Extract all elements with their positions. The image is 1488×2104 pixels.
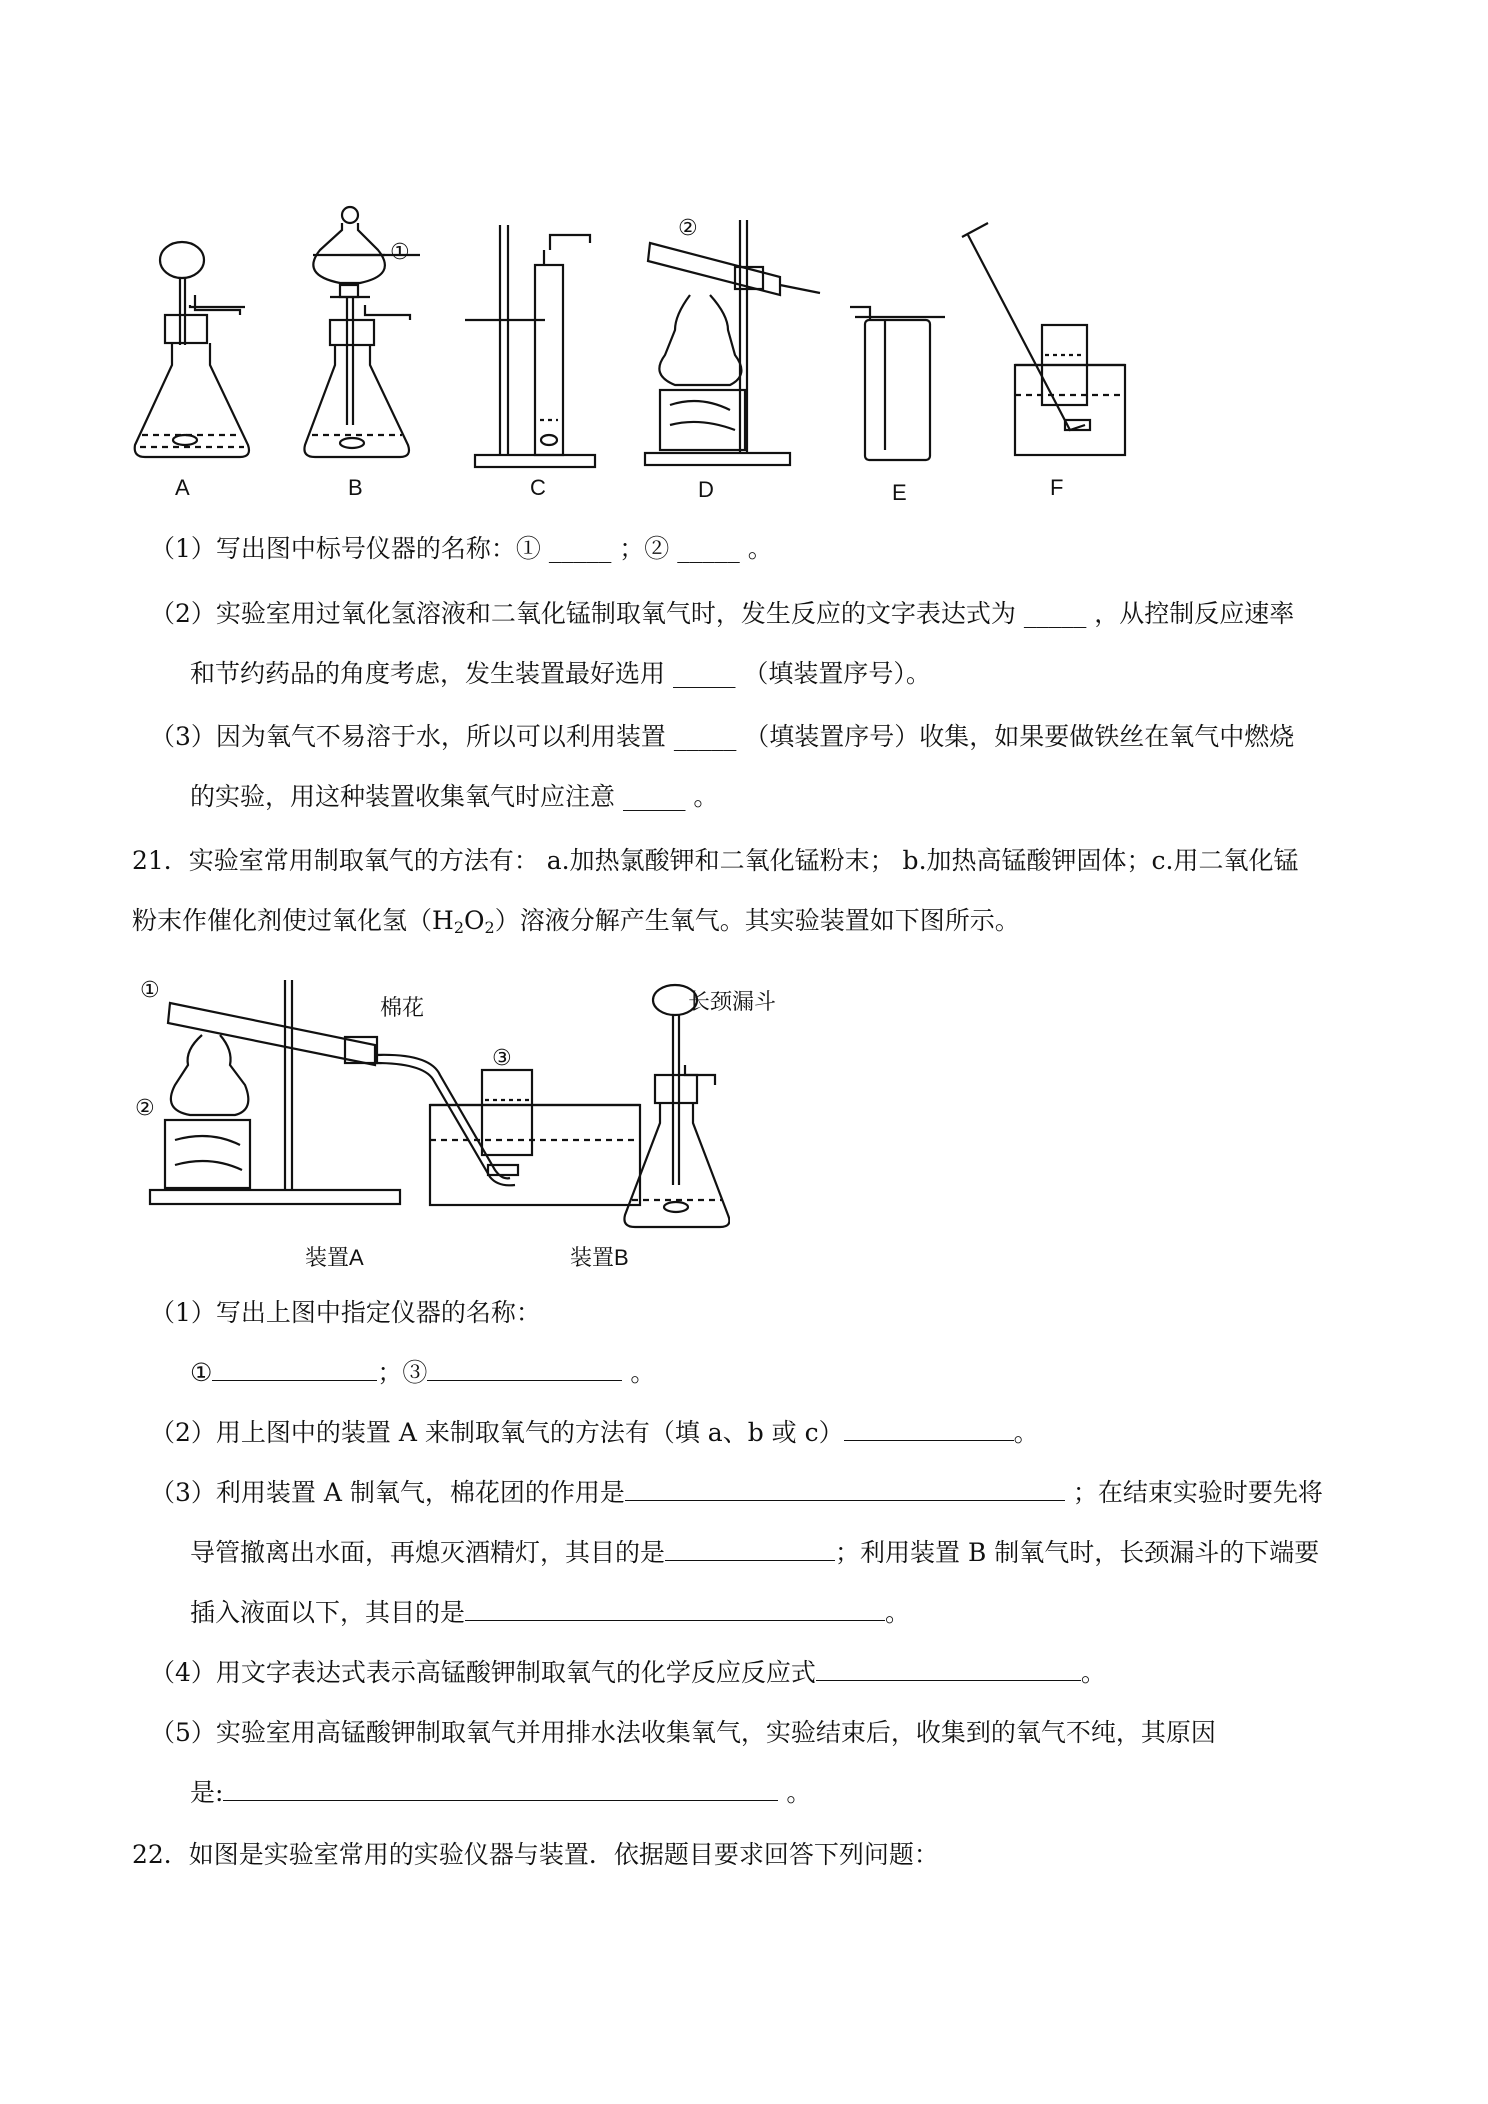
callout-1: ① xyxy=(390,239,410,264)
answer-blank[interactable] xyxy=(665,1536,835,1561)
apparatus-figure-2 xyxy=(130,975,730,1275)
q21-intro-line-2: 粉末作催化剂使过氧化氢$(H_2O_2)$溶液分解产生氧气。其实验装置如下图所示。 xyxy=(132,906,1020,937)
device-b-label: 装置B xyxy=(570,1245,629,1270)
apparatus-e-drawing xyxy=(850,307,945,460)
apparatus-d-drawing xyxy=(645,220,820,465)
label-f: F xyxy=(1050,475,1064,500)
q20-part-2-line-1: （2）实验室用过氧化氢溶液和二氧化锰制取氧气时，发生反应的文字表达式为 _____ ，从控制反应速率 xyxy=(150,599,1295,628)
q20-part-3-line-2: 的实验，用这种装置收集氧气时应注意 _____ 。 xyxy=(190,782,719,811)
answer-blank[interactable] xyxy=(427,1356,622,1381)
label-d: D xyxy=(698,477,714,502)
q21-intro-line-1: 21．实验室常用制取氧气的方法有： a.加热氯酸钾和二氧化锰粉末； b.加热高锰酸钾固体；c.用二氧化锰 xyxy=(132,846,1299,875)
label-e: E xyxy=(892,480,907,505)
fig2-callout-1: ① xyxy=(140,977,160,1002)
label-a: A xyxy=(175,475,190,500)
funnel-label: 长颈漏斗 xyxy=(688,989,777,1014)
q21-part-1: （1）写出上图中指定仪器的名称： xyxy=(150,1298,541,1327)
cotton-label: 棉花 xyxy=(380,995,425,1020)
answer-blank[interactable] xyxy=(212,1356,377,1381)
answer-blank[interactable] xyxy=(844,1416,1014,1441)
fig2-callout-3: ③ xyxy=(492,1045,512,1070)
q21-part-3-line-1: （3）利用装置 A 制氧气，棉花团的作用是 ；在结束实验时要先将 xyxy=(150,1478,1323,1507)
fig2-callout-2: ② xyxy=(135,1095,155,1120)
answer-blank[interactable] xyxy=(625,1476,1065,1501)
q21-part-1-blanks: ① ；③ 。 xyxy=(190,1358,656,1387)
answer-blank[interactable] xyxy=(816,1656,1081,1681)
apparatus-f-drawing xyxy=(962,223,1125,455)
q21-part-3-line-2: 导管撤离出水面，再熄灭酒精灯，其目的是 ；利用装置 B 制氧气时，长颈漏斗的下端要 xyxy=(190,1538,1320,1567)
label-b: B xyxy=(348,475,363,500)
q20-part-3-line-1: （3）因为氧气不易溶于水，所以可以利用装置 _____ （填装置序号）收集，如果要做铁丝在氧气中燃烧 xyxy=(150,722,1295,751)
device-a-label: 装置A xyxy=(305,1245,364,1270)
apparatus-c-drawing xyxy=(465,225,595,467)
q21-part-2: （2）用上图中的装置 A 来制取氧气的方法有（填 a、b 或 c） 。 xyxy=(150,1418,1039,1447)
q21-part-5-line-2: 是: 。 xyxy=(190,1778,812,1807)
q22-prompt: 22．如图是实验室常用的实验仪器与装置．依据题目要求回答下列问题： xyxy=(132,1840,939,1869)
answer-blank[interactable] xyxy=(465,1596,885,1621)
apparatus-a-drawing xyxy=(135,242,249,457)
q20-part-1: （1）写出图中标号仪器的名称：① _____ ；② _____ 。 xyxy=(150,534,773,563)
callout-2: ② xyxy=(678,215,698,240)
q21-part-4: （4）用文字表达式表示高锰酸钾制取氧气的化学反应反应式 。 xyxy=(150,1658,1106,1687)
apparatus-figure-1 xyxy=(130,195,1190,515)
answer-blank[interactable] xyxy=(223,1776,778,1801)
q21-part-3-line-3: 插入液面以下，其目的是 。 xyxy=(190,1598,911,1627)
label-c: C xyxy=(530,475,546,500)
q21-part-5-line-1: （5）实验室用高锰酸钾制取氧气并用排水法收集氧气，实验结束后，收集到的氧气不纯，其原因 xyxy=(150,1718,1216,1747)
q20-part-2-line-2: 和节约药品的角度考虑，发生装置最好选用 _____ （填装置序号）。 xyxy=(190,659,931,688)
